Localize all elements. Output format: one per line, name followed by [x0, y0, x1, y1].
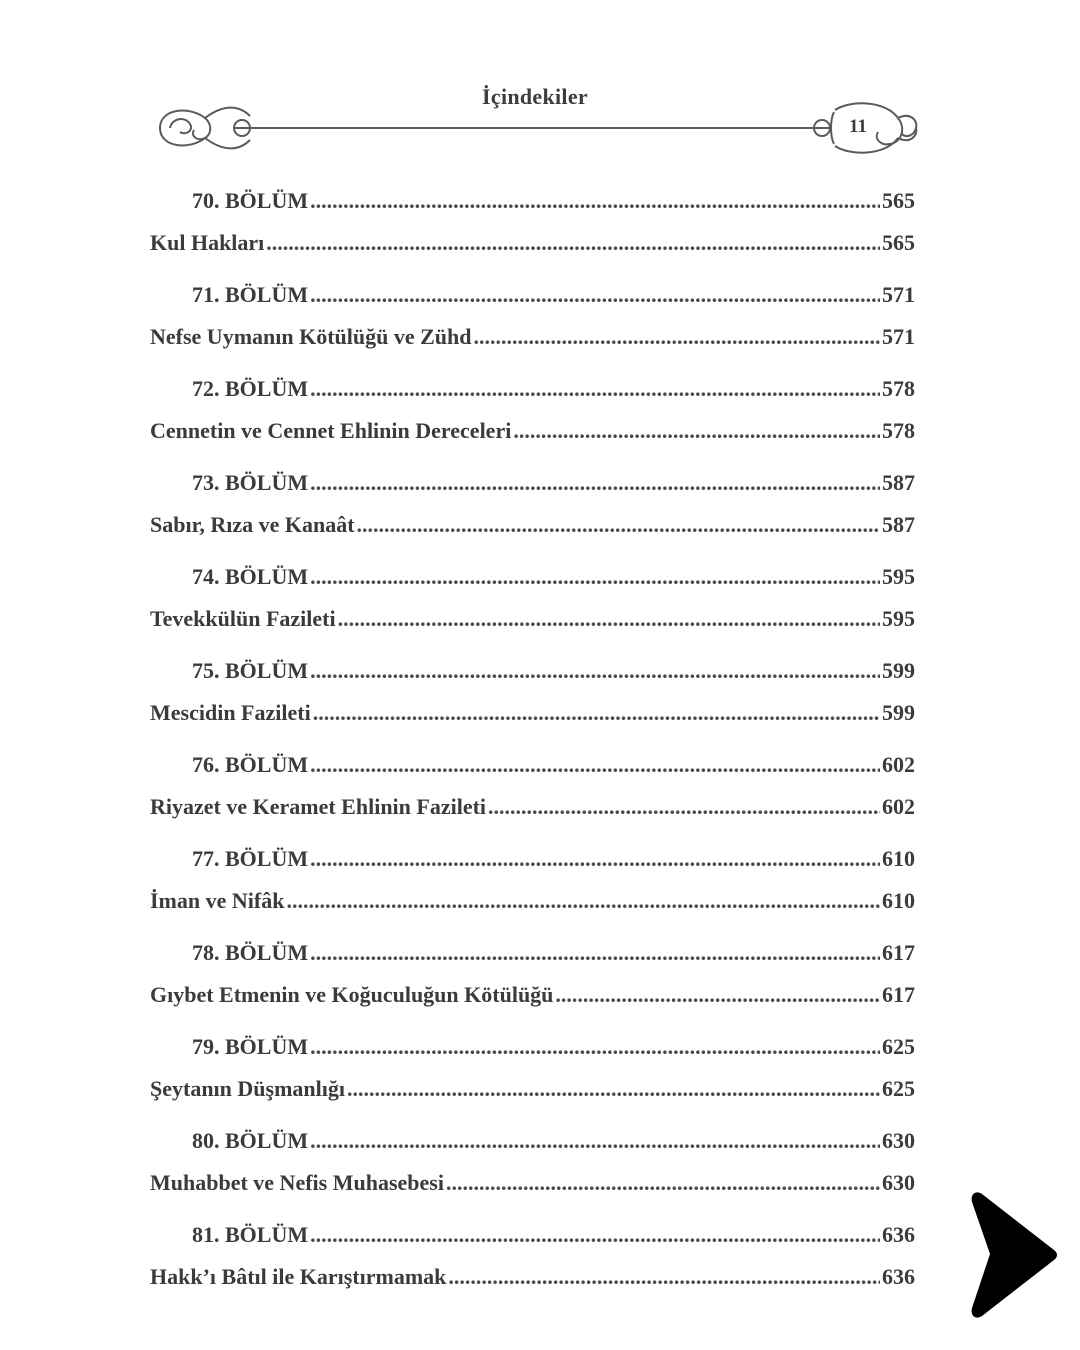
dot-leader: [448, 1256, 880, 1298]
page-ref: 630: [882, 1170, 915, 1195]
toc-entry: [150, 556, 915, 640]
dot-leader: [310, 274, 880, 316]
section-title: Muhabbet ve Nefis Muhasebesi: [150, 1170, 444, 1195]
dot-leader: [474, 316, 880, 358]
dot-leader: [310, 368, 880, 410]
page-ref: 571: [882, 324, 915, 349]
toc-entry: [150, 368, 915, 452]
toc-entry: [150, 1214, 915, 1298]
toc-chapter-row[interactable]: [150, 744, 915, 786]
dot-leader: [310, 180, 880, 222]
section-title: İman ve Nifâk: [150, 888, 285, 913]
toc-chapter-row[interactable]: [150, 274, 915, 316]
section-title: Cennetin ve Cennet Ehlinin Dereceleri: [150, 418, 512, 443]
dot-leader: [310, 744, 880, 786]
page-ref: 602: [882, 794, 915, 819]
dot-leader: [313, 692, 880, 734]
chapter-label: 71. BÖLÜM: [192, 282, 309, 307]
dot-leader: [310, 838, 880, 880]
page-ref: 587: [882, 470, 915, 495]
section-title: Mescidin Fazileti: [150, 700, 311, 725]
dot-leader: [338, 598, 880, 640]
toc-chapter-row[interactable]: [150, 180, 915, 222]
toc-title-row[interactable]: [150, 1162, 915, 1204]
page-ref: 599: [882, 658, 915, 683]
toc-chapter-row[interactable]: [150, 1026, 915, 1068]
page-ref: 636: [882, 1264, 915, 1289]
toc-title-row[interactable]: [150, 222, 915, 264]
dot-leader: [310, 556, 880, 598]
page-header: [150, 78, 920, 158]
toc-entry: [150, 650, 915, 734]
toc-title-row[interactable]: [150, 786, 915, 828]
page-ref: 625: [882, 1076, 915, 1101]
page-ref: 610: [882, 888, 915, 913]
toc-chapter-row[interactable]: [150, 1214, 915, 1256]
dot-leader: [310, 650, 880, 692]
section-title: Sabır, Rıza ve Kanaât: [150, 512, 355, 537]
page-ref: 587: [882, 512, 915, 537]
section-title: Tevekkülün Fazileti: [150, 606, 336, 631]
toc-entry: [150, 744, 915, 828]
toc-title-row[interactable]: [150, 1256, 915, 1298]
toc-chapter-row[interactable]: [150, 838, 915, 880]
toc-entry: [150, 1026, 915, 1110]
toc-title-row[interactable]: [150, 598, 915, 640]
toc-chapter-row[interactable]: [150, 556, 915, 598]
dot-leader: [310, 462, 880, 504]
toc-title-row[interactable]: [150, 410, 915, 452]
dot-leader: [446, 1162, 880, 1204]
toc-entry: [150, 1120, 915, 1204]
toc-chapter-row[interactable]: [150, 462, 915, 504]
toc-chapter-row[interactable]: [150, 650, 915, 692]
dot-leader: [310, 1120, 880, 1162]
section-title: Nefse Uymanın Kötülüğü ve Zühd: [150, 324, 472, 349]
toc-chapter-row[interactable]: [150, 368, 915, 410]
chapter-label: 76. BÖLÜM: [192, 752, 309, 777]
toc-title-row[interactable]: [150, 1068, 915, 1110]
page-ref: 578: [882, 376, 915, 401]
chapter-label: 74. BÖLÜM: [192, 564, 309, 589]
toc-title-row[interactable]: [150, 880, 915, 922]
page-ref: 617: [882, 940, 915, 965]
page-ref: 578: [882, 418, 915, 443]
toc-title-row[interactable]: [150, 316, 915, 358]
chapter-label: 75. BÖLÜM: [192, 658, 309, 683]
page-ref: 571: [882, 282, 915, 307]
next-page-chevron-right-icon[interactable]: [968, 1188, 1060, 1322]
section-title: Kul Hakları: [150, 230, 265, 255]
section-title: Riyazet ve Keramet Ehlinin Fazileti: [150, 794, 487, 819]
toc-entry: [150, 838, 915, 922]
page-ref: 610: [882, 846, 915, 871]
page-ref: 565: [882, 188, 915, 213]
dot-leader: [555, 974, 880, 1016]
page-ref: 595: [882, 606, 915, 631]
chapter-label: 72. BÖLÜM: [192, 376, 309, 401]
toc-entry: [150, 274, 915, 358]
toc-title-row[interactable]: [150, 504, 915, 546]
chapter-label: 80. BÖLÜM: [192, 1128, 309, 1153]
dot-leader: [286, 880, 880, 922]
page-ref: 602: [882, 752, 915, 777]
dot-leader: [310, 1026, 880, 1068]
chapter-label: 73. BÖLÜM: [192, 470, 309, 495]
toc-chapter-row[interactable]: [150, 1120, 915, 1162]
toc-entry: [150, 932, 915, 1016]
toc-chapter-row[interactable]: [150, 932, 915, 974]
chapter-label: 81. BÖLÜM: [192, 1222, 309, 1247]
dot-leader: [266, 222, 880, 264]
page-ref: 565: [882, 230, 915, 255]
chapter-label: 78. BÖLÜM: [192, 940, 309, 965]
page-ref: 595: [882, 564, 915, 589]
toc-entry: [150, 180, 915, 264]
chapter-label: 79. BÖLÜM: [192, 1034, 309, 1059]
page-ref: 630: [882, 1128, 915, 1153]
table-of-contents: [150, 180, 915, 1308]
header-ornament-icon: [150, 98, 920, 158]
page-ref: 599: [882, 700, 915, 725]
section-title: Şeytanın Düşmanlığı: [150, 1076, 345, 1101]
page-ref: 636: [882, 1222, 915, 1247]
dot-leader: [310, 932, 880, 974]
chapter-label: 70. BÖLÜM: [192, 188, 309, 213]
toc-entry: [150, 462, 915, 546]
page-title: İçindekiler: [482, 84, 588, 109]
page-ref: 617: [882, 982, 915, 1007]
dot-leader: [357, 504, 880, 546]
chapter-label: 77. BÖLÜM: [192, 846, 309, 871]
section-title: Hakk’ı Bâtıl ile Karıştırmamak: [150, 1264, 447, 1289]
dot-leader: [513, 410, 880, 452]
section-title: Gıybet Etmenin ve Koğuculuğun Kötülüğü: [150, 982, 554, 1007]
toc-title-row[interactable]: [150, 692, 915, 734]
toc-title-row[interactable]: [150, 974, 915, 1016]
dot-leader: [310, 1214, 880, 1256]
dot-leader: [488, 786, 880, 828]
page-number: 11: [849, 116, 867, 137]
page-ref: 625: [882, 1034, 915, 1059]
dot-leader: [347, 1068, 880, 1110]
